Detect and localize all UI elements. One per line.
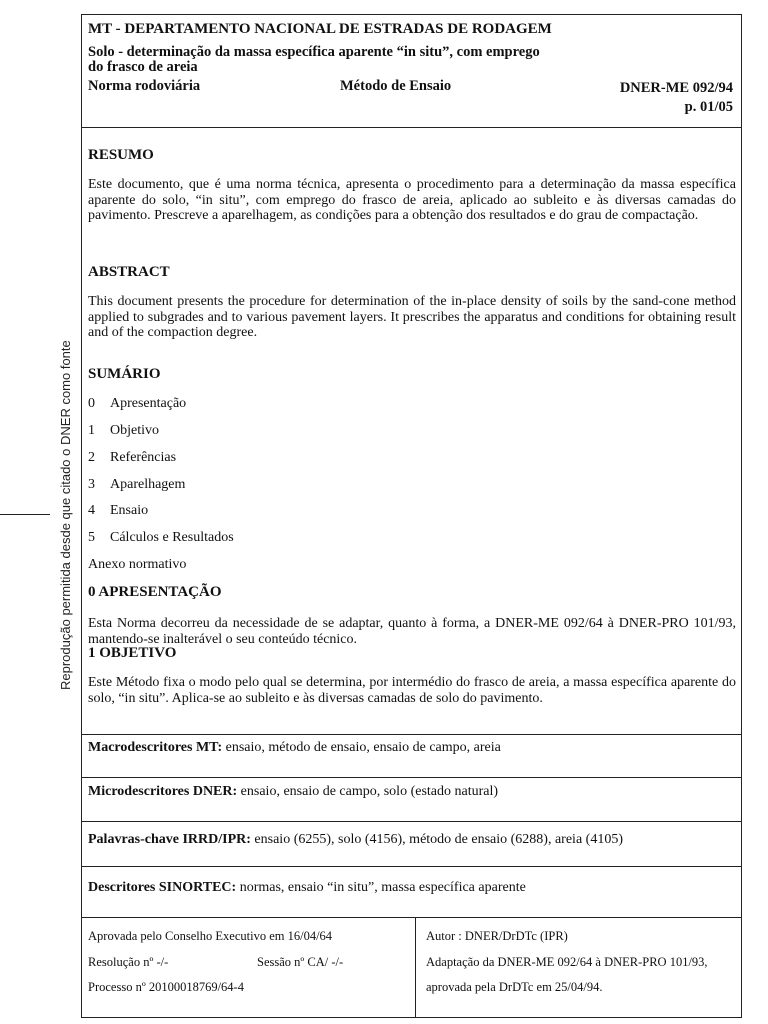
abstract-title: ABSTRACT [88, 264, 170, 280]
header-code: DNER-ME 092/94 [619, 80, 733, 96]
toc-item: 1 Objetivo [88, 423, 159, 438]
descriptor-micro: Microdescritores DNER: ensaio, ensaio de campo, solo (estado natural) [82, 777, 741, 778]
apresentacao-text: Esta Norma decorreu da necessidade de se adaptar, quanto à forma, a DNER-ME 092/64 à DNER-PRO 101/93, mantendo-se inalterável o seu conteúdo técnico. [88, 616, 736, 647]
abstract-text: This document presents the procedure for determination of the in-place density of soils by the sand-cone method applied to subgrades and to various pavement layers. It prescribes the apparatus and conditions for obtaining result and of the compaction degree. [88, 294, 736, 340]
side-note-text: Reprodução permitida desde que citado o DNER como fonte [58, 340, 73, 690]
footer-adaptacao: Adaptação da DNER-ME 092/64 à DNER-PRO 101/93, [426, 955, 708, 969]
footer-resolucao: Resolução nº -/- [88, 955, 169, 969]
toc-annex: Anexo normativo [88, 557, 187, 572]
descriptor-macro: Macrodescritores MT: ensaio, método de ensaio, ensaio de campo, areia [82, 734, 741, 735]
header-organization: MT - DEPARTAMENTO NACIONAL DE ESTRADAS DE RODAGEM [88, 21, 552, 37]
document-page [81, 14, 742, 1018]
side-note [58, 340, 73, 690]
resumo-title: RESUMO [88, 147, 154, 163]
descriptor-irrd: Palavras-chave IRRD/IPR: ensaio (6255), solo (4156), método de ensaio (6288), areia (4105) [82, 821, 741, 822]
footer-approved: Aprovada pelo Conselho Executivo em 16/04/64 [88, 929, 333, 943]
footer-aprovada: aprovada pela DrDTc em 25/04/94. [426, 980, 603, 994]
descriptor-sinortec: Descritores SINORTEC: normas, ensaio “in situ”, massa específica aparente [82, 866, 741, 867]
toc-item: 3 Aparelhagem [88, 477, 186, 492]
apresentacao-title: 0 APRESENTAÇÃO [88, 584, 222, 600]
footer-divider [415, 918, 416, 1018]
header-title-line1: Solo - determinação da massa específica aparente “in situ”, com emprego [88, 44, 540, 60]
header-method: Método de Ensaio [340, 78, 452, 94]
header-title-line2: do frasco de areia [88, 59, 198, 75]
objetivo-title: 1 OBJETIVO [88, 645, 177, 661]
document-header [82, 15, 741, 128]
footer-autor: Autor : DNER/DrDTc (IPR) [426, 929, 568, 943]
header-norm-type: Norma rodoviária [88, 78, 201, 94]
footer-processo: Processo nº 20100018769/64-4 [88, 980, 244, 994]
resumo-text: Este documento, que é uma norma técnica, apresenta o procedimento para a determinação da massa específica aparente do solo, “in situ”, com emprego do frasco de areia, aplicado ao subleito e às diversas camadas do pavimento. Prescreve a aparelhagem, as condições para a obtenção dos resultados e do grau de compactação. [88, 177, 736, 223]
toc-item: 0 Apresentação [88, 396, 187, 411]
objetivo-text: Este Método fixa o modo pelo qual se determina, por intermédio do frasco de areia, a massa específica aparente do solo, “in situ”. Aplica-se ao subleito e às diversas camadas de solo do pavimento. [88, 675, 736, 706]
footer-sessao: Sessão nº CA/ -/- [257, 955, 344, 969]
toc-item: 4 Ensaio [88, 503, 149, 518]
sumario-title: SUMÁRIO [88, 366, 161, 382]
header-page-number: p. 01/05 [684, 99, 733, 115]
toc-item: 2 Referências [88, 450, 177, 465]
toc-item: 5 Cálculos e Resultados [88, 530, 234, 545]
approval-footer [82, 917, 741, 1018]
margin-rule [0, 514, 50, 515]
